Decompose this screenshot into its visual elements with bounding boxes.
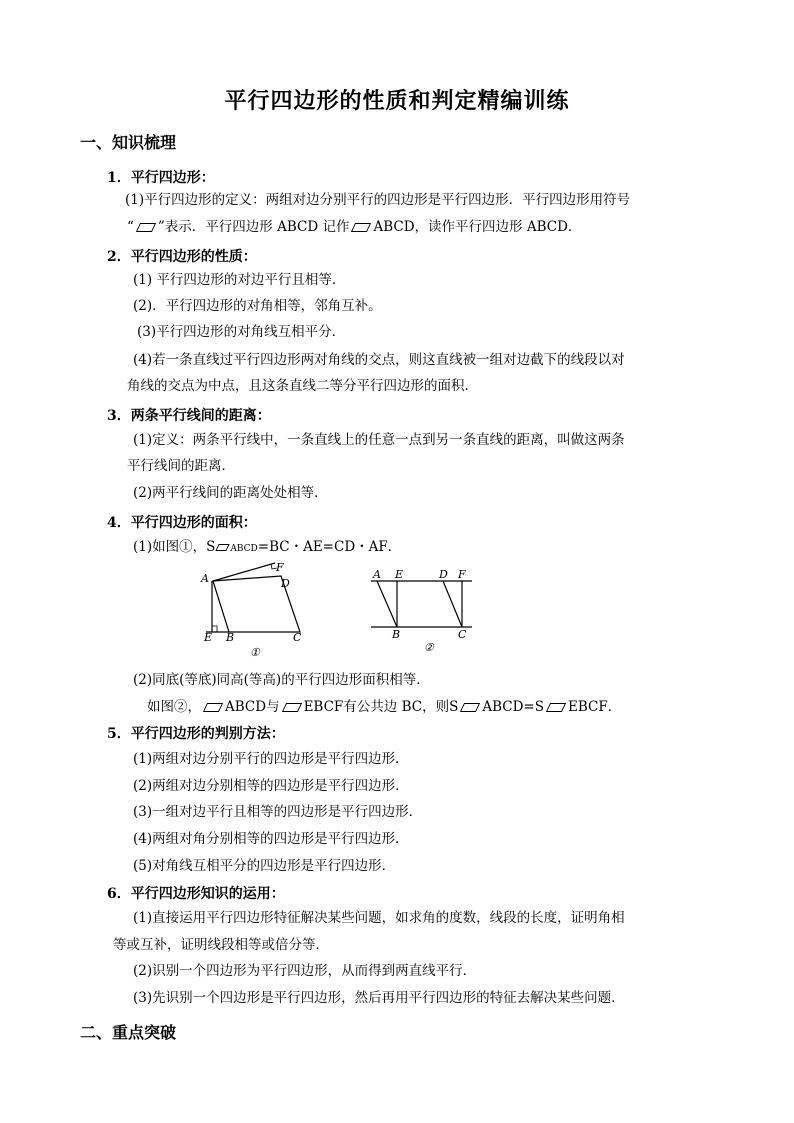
figure-1-caption: ① [250,646,260,659]
topic-heading-2: 2．平行四边形的性质： [107,249,257,265]
text-line: (4)两组对角分别相等的四边形是平行四边形． [133,831,409,847]
section-heading-1: 一、知识梳理 [80,133,177,152]
text-line [133,537,401,559]
figure-2 [371,581,472,627]
label-d: D [439,568,448,581]
label-a: A [201,572,209,585]
label-b: B [226,631,235,644]
text-span: 如图②， [147,699,201,715]
topic-heading-6: 6．平行四边形知识的运用： [107,886,285,902]
text-span: ABCD，读作平行四边形 ABCD． [373,219,582,235]
topic-heading-3: 3．两条平行线间的距离： [107,408,271,424]
figure-1 [206,563,300,632]
text-line: (5)对角线互相平分的四边形是平行四边形． [133,858,396,874]
parallelogram-symbol-icon [203,703,223,712]
text-line: (2)．平行四边形的对角相等，邻角互补。 [133,298,382,314]
text-line: 平行线间的距离． [127,458,235,474]
text-line [147,697,621,717]
page-title: 平行四边形的性质和判定精编训练 [224,88,570,114]
text-line: (1)直接运用平行四边形特征解决某些问题，如求角的度数，线段的长度，证明角相 [133,910,625,926]
parallelogram-symbol-icon [281,703,301,712]
text-span: (1)如图①， [133,539,207,555]
text-span: S [206,539,216,555]
text-line: 角线的交点为中点，且这条直线二等分平行四边形的面积． [127,378,478,394]
right-angle-mark [212,626,217,632]
side-dc [443,581,462,627]
label-e: E [204,631,213,644]
text-line: 等或互补，证明线段相等或倍分等． [113,937,329,953]
label-c: C [458,628,467,641]
label-b: B [392,628,401,641]
label-f: F [276,561,284,574]
text-span: ABCD [230,544,258,554]
text-line: (2)两平行线间的距离处处相等． [133,485,328,501]
topic-heading-5: 5．平行四边形的判别方法： [107,726,285,742]
label-c: C [293,631,302,644]
topic-heading-4: 4．平行四边形的面积： [107,515,257,531]
text-line: (4)若一条直线过平行四边形两对角线的交点，则这直线被一组对边截下的线段以对 [133,352,625,368]
text-span: ”表示．平行四边形 ABCD 记作 [157,219,350,235]
label-a: A [373,568,381,581]
parallelogram-figures [196,561,486,661]
label-d: D [281,577,290,590]
text-span: EBCF有公共边 BC，则S [303,699,459,715]
side-ab [377,581,397,627]
text-line: (3)一组对边平行且相等的四边形是平行四边形． [133,804,423,820]
figures-area [196,561,486,661]
parallelogram-symbol-icon [546,703,566,712]
text-line: (3)先识别一个四边形是平行四边形，然后再用平行四边形的特征去解决某些问题． [133,990,625,1006]
text-line: (1)平行四边形的定义：两组对边分别平行的四边形是平行四边形．平行四边形用符号 [125,192,631,208]
parallelogram-symbol-icon [351,223,371,232]
text-line: (2)识别一个四边形为平行四边形，从而得到两直线平行． [133,963,477,979]
text-line: (1)定义：两条平行线中，一条直线上的任意一点到另一条直线的距离，叫做这两条 [133,432,625,448]
text-line: (2)两组对边分别相等的四边形是平行四边形． [133,778,409,794]
parallelogram-symbol-icon [460,703,480,712]
figure-2-caption: ② [424,641,434,654]
label-e: E [395,568,404,581]
text-span: ABCD与 [225,699,280,715]
text-span: EBCF． [567,699,622,715]
text-line: (1) 平行四边形的对边平行且相等． [133,272,346,288]
text-line: (1)两组对边分别平行的四边形是平行四边形． [133,751,409,767]
text-span: ABCD=S [482,699,544,715]
parallelogram-symbol-icon [216,544,230,551]
text-line [127,217,581,237]
text-line: (3)平行四边形的对角线互相平分． [137,324,346,340]
text-span: =BC・AE=CD・AF． [257,539,402,555]
text-span: “ [127,219,134,235]
section-heading-2: 二、重点突破 [80,1023,177,1042]
label-f: F [458,568,466,581]
parallelogram-symbol-icon [136,223,156,232]
text-line: (2)同底(等底)同高(等高)的平行四边形面积相等． [133,672,430,688]
topic-heading-1: 1．平行四边形： [107,170,215,186]
